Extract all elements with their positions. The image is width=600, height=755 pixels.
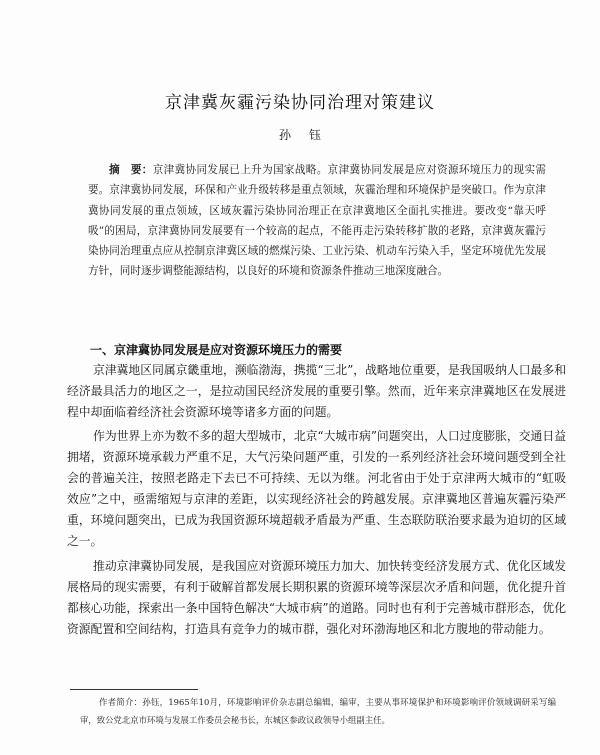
body-paragraph: 作为世界上亦为数不多的超大型城市，北京“大城市病”问题突出，人口过度膨胀，交通日益拥堵，资源环境承载力严重不足，大气污染问题严重，引发的一系列经济社会环境问题受到全社会的普遍关注，按照老路走下去已不可持续、无以为继。河北省由于处于京津两大城市的“虹吸效应”之中，亟需缩短与京津的差距，以实现经济社会的跨越发展。京津冀地区普遍灰霾污染严重，环境问题突出，已成为我国资源环境超载矛盾最为严重、生态联防联治要求最为迫切的区域之一。	[67, 429, 566, 549]
article-title: 京津冀灰霾污染协同治理对策建议	[165, 93, 435, 113]
author-footnote: 作者简介：孙钰，1965年10月，环境影响评价杂志副总编辑，编审，主要从事环境保护和环境影响评价领域调研采写编审，致公党北京市环境与发展工作委员会秘书长，东城区参政议政领导小组副主任。	[80, 697, 556, 725]
footnote-divider	[70, 689, 198, 690]
body-paragraph: 推动京津冀协同发展，是我国应对资源环境压力加大、加快转变经济发展方式、优化区域发展格局的现实需要，有利于破解首都发展长期积累的资源环境等深层次矛盾和问题，优化提升首都核心功能，探索出一条中国特色解决“大城市病”的道路。同时也有利于完善城市群形态，优化资源配置和空间结构，打造具有竞争力的城市群，强化对环渤海地区和北方腹地的带动能力。	[67, 559, 566, 637]
abstract	[88, 160, 546, 282]
article-author: 孙钰	[278, 128, 339, 142]
abstract-text: 京津冀协同发展已上升为国家战略。京津冀协同发展是应对资源环境压力的现实需要。京津冀协同发展，环保和产业升级转移是重点领域，灰霾治理和环境保护是突破口。作为京津冀协同发展的重点领域，区域灰霾污染协同治理正在京津冀地区全面扎实推进。要改变“靠天呼吸”的困局，京津冀协同发展要有一个较高的起点，不能再走污染转移扩散的老路，京津冀灰霾污染协同治理重点应从控制京津冀区域的燃煤污染、工业污染、机动车污染入手，坚定环境优先发展方针，同时逐步调整能源结构，以良好的环境和资源条件推动三地深度融合。	[88, 164, 546, 278]
body-paragraph: 京津冀地区同属京畿重地，濒临渤海，携揽“三北”，战略地位重要，是我国吸纳人口最多和经济最具活力的地区之一，是拉动国民经济发展的重要引擎。然而，近年来京津冀地区在发展进程中却面临着经济社会资源环境等诸多方面的问题。	[67, 363, 566, 420]
abstract-label: 摘 要：	[109, 164, 153, 176]
section-heading: 一、京津冀协同发展是应对资源环境压力的需要	[90, 343, 343, 357]
